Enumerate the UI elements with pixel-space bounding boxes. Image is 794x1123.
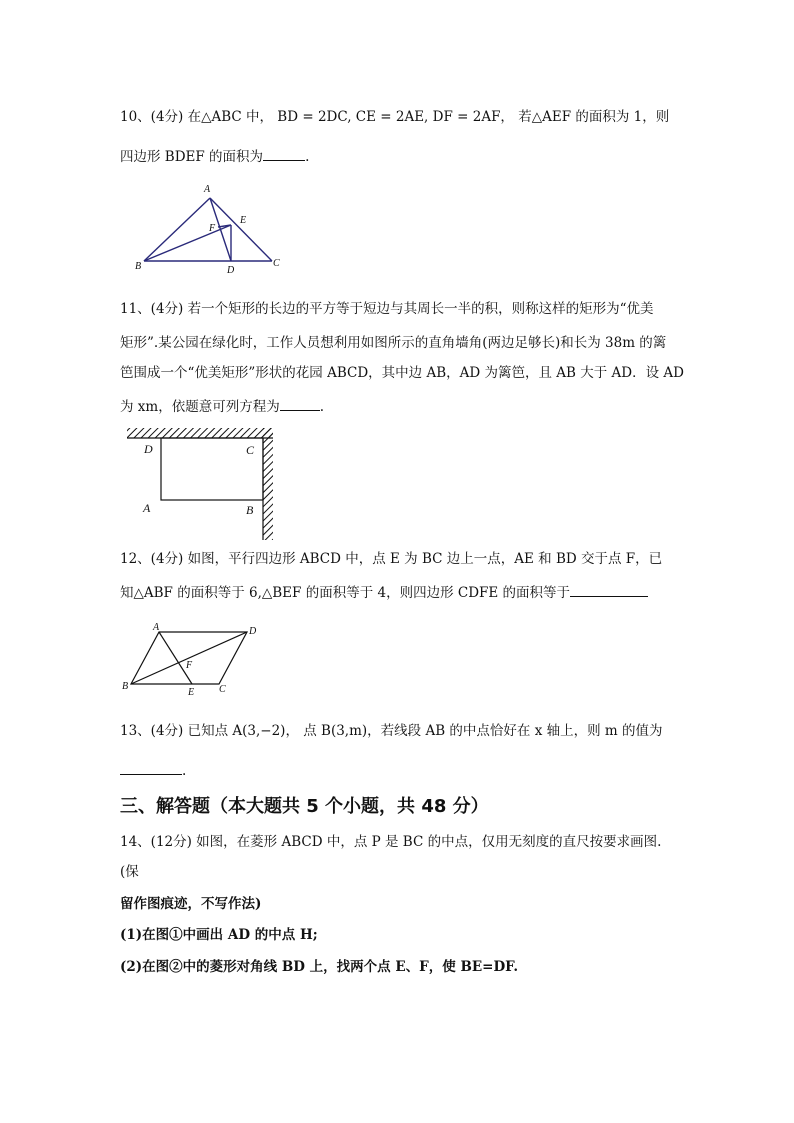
q12-text-line1: 12、(4分) 如图，平行四边形 ABCD 中，点 E 为 BC 边上一点，AE 和 BD 交于点 F，已 xyxy=(120,551,663,567)
label-e: E xyxy=(188,687,195,698)
q14-text-line3: 留作图痕迹，不写作法) xyxy=(120,896,262,912)
parallelogram-figure xyxy=(118,620,268,698)
rectangle-wall-figure xyxy=(125,425,280,543)
label-f: F xyxy=(186,660,193,671)
q10-text-line2 xyxy=(120,146,309,166)
q11-prompt: 为 xm，依题意可列方程为 xyxy=(120,399,280,415)
q13-text-line2 xyxy=(120,760,186,780)
q11-end: . xyxy=(319,399,325,415)
label-a: A xyxy=(204,184,211,195)
label-b: B xyxy=(122,681,129,692)
q13-end: . xyxy=(182,763,187,779)
q11-text-line1: 11、(4分) 若一个矩形的长边的平方等于短边与其周长一半的积，则称这样的矩形为“优美 xyxy=(120,301,654,317)
answer-blank[interactable] xyxy=(280,396,320,411)
label-d: D xyxy=(249,626,257,637)
q12-text-line2 xyxy=(120,582,648,602)
q13-text-line1: 13、(4分) 已知点 A(3,−2)， 点 B(3,m)，若线段 AB 的中点恰好在 x 轴上，则 m 的值为 xyxy=(120,723,663,739)
q14-part2: (2)在图②中的菱形对角线 BD 上，找两个点 E、F，使 BE=DF. xyxy=(120,959,519,975)
q14-text-line2: (保 xyxy=(120,864,139,880)
q11-text-line2: 矩形”.某公园在绿化时，工作人员想利用如图所示的直角墙角(两边足够长)和长为 38m 的篱 xyxy=(120,335,667,351)
triangle-figure xyxy=(130,180,290,275)
answer-blank[interactable] xyxy=(570,582,648,597)
label-f: F xyxy=(209,223,216,234)
label-b: B xyxy=(135,261,142,272)
q10-end: . xyxy=(305,149,310,165)
q10-text-line1: 10、(4分) 在△ABC 中， BD = 2DC, CE = 2AE, DF = 2AF， 若△AEF 的面积为 1，则 xyxy=(120,109,670,125)
label-e: E xyxy=(240,215,247,226)
label-d: D xyxy=(227,265,235,275)
label-b: B xyxy=(246,503,254,517)
q11-text-line3: 笆围成一个“优美矩形”形状的花园 ABCD，其中边 AB，AD 为篱笆，且 AB 大于 AD．设 AD xyxy=(120,365,684,381)
q14-text-line1: 14、(12分) 如图，在菱形 ABCD 中，点 P 是 BC 的中点，仅用无刻度的直尺按要求画图. xyxy=(120,834,662,850)
section-title: 三、解答题（本大题共 5 个小题，共 48 分） xyxy=(120,796,489,817)
label-a: A xyxy=(143,501,151,515)
answer-blank[interactable] xyxy=(120,760,182,775)
label-c: C xyxy=(273,258,280,269)
q10-prompt: 四边形 BDEF 的面积为 xyxy=(120,149,264,165)
label-c: C xyxy=(246,443,255,457)
label-d: D xyxy=(144,442,153,456)
q12-prompt: 知△ABF 的面积等于 6,△BEF 的面积等于 4，则四边形 CDFE 的面积等于 xyxy=(120,585,571,601)
q11-text-line4 xyxy=(120,396,324,416)
label-c: C xyxy=(219,684,226,695)
label-a: A xyxy=(153,622,160,633)
q14-part1: (1)在图①中画出 AD 的中点 H; xyxy=(120,927,318,943)
answer-blank[interactable] xyxy=(263,146,305,161)
